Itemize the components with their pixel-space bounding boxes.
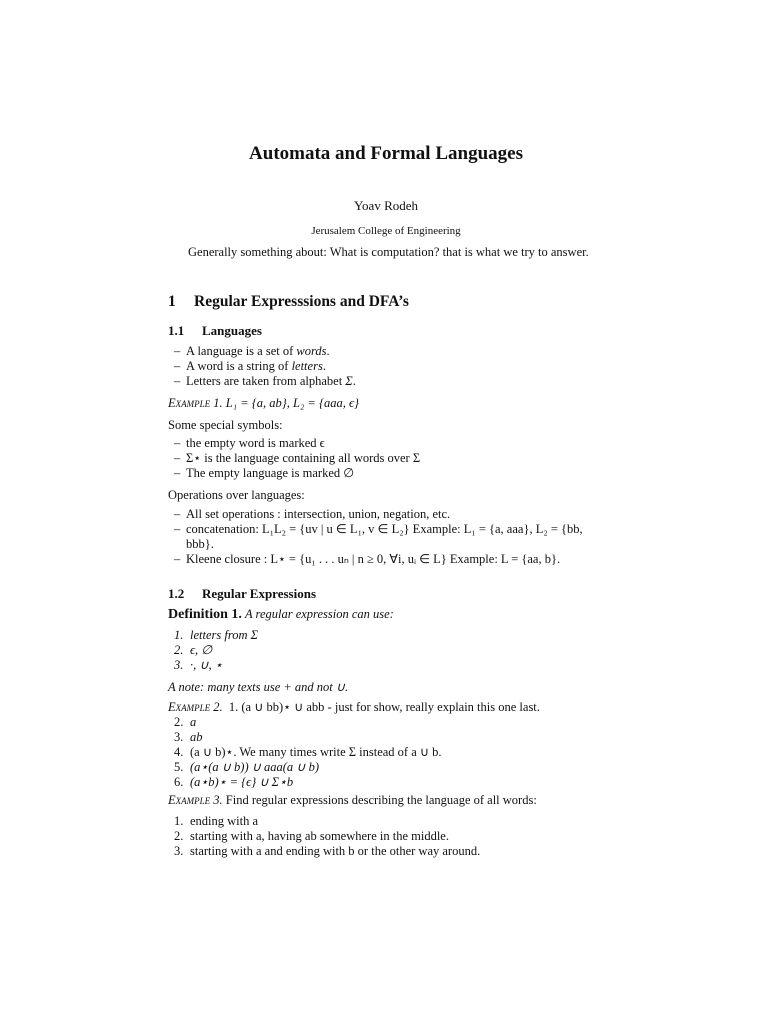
example-3 xyxy=(168,793,604,808)
list-item: – the empty word is marked ϵ xyxy=(168,436,604,451)
example-label: Example 1. xyxy=(168,396,223,410)
special-symbols-intro: Some special symbols: xyxy=(168,418,283,432)
section-1-heading xyxy=(168,294,409,309)
list-item: – concatenation: L₁L₂ = {uv | u ∈ L₁, v ∈ L₂} Example: L₁ = {a, aaa}, L₂ = {bb, bbb}. xyxy=(168,522,604,552)
example-2-first: Example 2. 1. (a ∪ bb)⋆ ∪ abb - just for show, really explain this one last. xyxy=(168,700,540,714)
example-label: Example 2. xyxy=(168,700,223,714)
example-text: Find regular expressions describing the language of all words: xyxy=(225,793,537,807)
paper-title: Automata and Formal Languages xyxy=(249,143,523,164)
list-item: 6. (a⋆b)⋆ = {ϵ} ∪ Σ⋆b xyxy=(174,775,294,789)
note-text: A note: many texts use + and not ∪. xyxy=(168,680,349,694)
subsection-number: 1.2 xyxy=(168,586,185,601)
operations-intro: Operations over languages: xyxy=(168,488,305,502)
list-item: 2. a xyxy=(174,715,197,729)
example-3-list xyxy=(168,814,604,859)
section-title: Regular Expresssions and DFA’s xyxy=(194,293,409,310)
definition-text: A regular expression can use: xyxy=(245,607,394,621)
subsection-1-2-heading xyxy=(168,586,316,601)
list-item: 5. (a⋆(a ∪ b)) ∪ aaa(a ∪ b) xyxy=(174,760,319,774)
affiliation: Jerusalem College of Engineering xyxy=(311,225,461,237)
list-item: 4. (a ∪ b)⋆. We many times write Σ instead of a ∪ b. xyxy=(174,745,442,759)
example-2-list xyxy=(168,715,604,790)
languages-list xyxy=(168,344,604,389)
list-item: – Kleene closure : L⋆ = {u₁ . . . uₙ | n ≥ 0, ∀i, uᵢ ∈ L} Example: L = {aa, b}. xyxy=(168,552,604,567)
subsection-title: Regular Expressions xyxy=(202,586,317,601)
list-item: – A language is a set of words. xyxy=(168,344,604,359)
operations-list xyxy=(168,507,604,567)
section-number: 1 xyxy=(168,293,176,310)
list-item: – All set operations : intersection, union, negation, etc. xyxy=(168,507,604,522)
list-item: 1. letters from Σ xyxy=(174,628,259,642)
author-name: Yoav Rodeh xyxy=(353,198,419,213)
list-item: 3. ·, ∪, ⋆ xyxy=(174,658,223,672)
example-label: Example 3. xyxy=(168,793,223,807)
definition-list xyxy=(168,628,604,673)
abstract-paragraph: Generally something about: What is computation? that is what we try to answer. xyxy=(188,245,589,259)
example-1 xyxy=(168,396,604,411)
list-item: 3. starting with a and ending with b or the other way around. xyxy=(174,844,481,858)
subsection-title: Languages xyxy=(202,323,262,338)
list-item: – The empty language is marked ∅ xyxy=(168,466,604,481)
list-item: – Σ⋆ is the language containing all words over Σ xyxy=(168,451,604,466)
list-item: – Letters are taken from alphabet Σ. xyxy=(168,374,604,389)
list-item: 3. ab xyxy=(174,730,203,744)
list-item: 2. starting with a, having ab somewhere in the middle. xyxy=(174,829,449,843)
subsection-1-1-heading xyxy=(168,323,262,338)
list-item: – A word is a string of letters. xyxy=(168,359,604,374)
list-item: 1. ending with a xyxy=(174,814,259,828)
definition-label: Definition 1. xyxy=(168,607,242,622)
special-symbols-list xyxy=(168,436,604,481)
subsection-number: 1.1 xyxy=(168,323,185,338)
example-text: L₁ = {a, ab}, L₂ = {aaa, ϵ} xyxy=(225,396,360,410)
definition-1 xyxy=(168,607,604,622)
list-item: 2. ϵ, ∅ xyxy=(174,643,213,657)
